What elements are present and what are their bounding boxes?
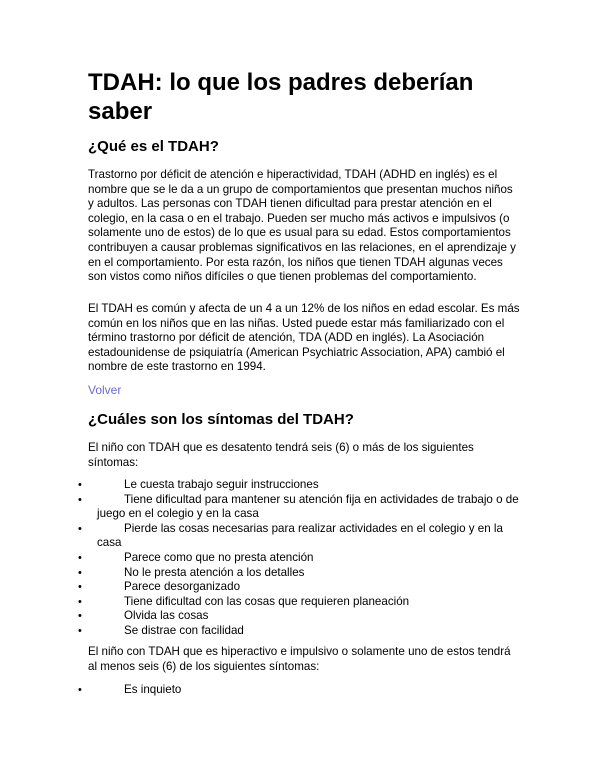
- hyperactive-symptom-list: [0, 683, 521, 698]
- paragraph-prevalence: El TDAH es común y afecta de un 4 a un 12% de los niños en edad escolar. Es más común en los niños que en las niñas. Usted puede estar más familiarizado con el término trastorno por déficit de atención, TDA (ADD en inglés). La Asociación estadounidense de psiquiatría (American Psychiatric Association, APA) cambió el nombre de este trastorno en 1994.: [88, 302, 520, 374]
- paragraph-definition: Trastorno por déficit de atención e hiperactividad, TDAH (ADHD en inglés) es el nombre que se le da a un grupo de comportamientos que presentan muchos niños y adultos. Las personas con TDAH tienen dificultad para prestar atención en el colegio, en la casa o en el trabajo. Pueden ser mucho más activos e impulsivos (o solamente uno de estos) de lo que es usual para su edad. Estos comportamientos contribuyen a causar problemas significativos en las relaciones, en el aprendizaje y en el comportamiento. Por esta razón, los niños que tienen TDAH algunas veces son vistos como niños difíciles o que tienen problemas del comportamiento.: [88, 168, 516, 284]
- page-title: TDAH: lo que los padres deberían saber: [88, 69, 474, 125]
- bullet-icon: •: [78, 493, 82, 506]
- bullet-icon: •: [78, 522, 82, 535]
- bullet-icon: •: [78, 610, 82, 623]
- list-item: • Pierde las cosas necesarias para realizar actividades en el colegio y en la casa: [78, 521, 503, 550]
- bullet-icon: •: [78, 479, 82, 491]
- list-item: • Parece como que no presta atención: [78, 550, 314, 564]
- bullet-icon: •: [78, 551, 82, 564]
- list-item: • Es inquieto: [78, 683, 182, 696]
- paragraph-inattentive-intro: El niño con TDAH que es desatento tendrá seis (6) o más de los siguientes síntomas:: [88, 441, 474, 469]
- list-item: • Parece desorganizado: [78, 580, 241, 594]
- list-item: • Olvida las cosas: [78, 609, 209, 623]
- back-link[interactable]: Volver: [88, 383, 122, 397]
- list-item: • Se distrae con facilidad: [78, 623, 244, 637]
- bullet-icon: •: [78, 581, 82, 594]
- list-item: • Tiene dificultad con las cosas que requieren planeación: [78, 594, 410, 608]
- list-item: • Le cuesta trabajo seguir instrucciones: [78, 478, 319, 491]
- bullet-icon: •: [78, 595, 82, 608]
- bullet-icon: •: [78, 684, 82, 696]
- bullet-icon: •: [78, 624, 82, 637]
- section-heading-symptoms: ¿Cuáles son los síntomas del TDAH?: [88, 411, 354, 428]
- list-item: • Tiene dificultad para mantener su atención fija en actividades de trabajo o de juego en el colegio y en la casa: [78, 492, 519, 521]
- section-heading-what-is: ¿Qué es el TDAH?: [88, 138, 219, 155]
- list-item: • No le presta atención a los detalles: [78, 565, 305, 579]
- bullet-icon: •: [78, 566, 82, 579]
- inattentive-symptom-list: [0, 478, 521, 639]
- paragraph-hyperactive-intro: El niño con TDAH que es hiperactivo e impulsivo o solamente uno de estos tendrá al menos seis (6) de los siguientes síntomas:: [88, 645, 511, 673]
